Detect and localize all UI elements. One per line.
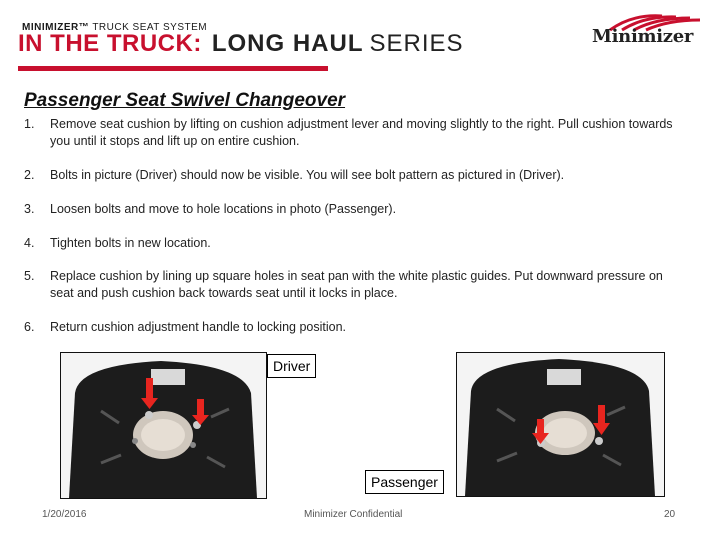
footer-confidential: Minimizer Confidential bbox=[304, 509, 403, 520]
page-number: 20 bbox=[664, 509, 676, 520]
logo-wordmark: Minimizer bbox=[592, 26, 694, 47]
slide-header bbox=[0, 0, 720, 80]
step-item: 1. Remove seat cushion by lifting on cushion adjustment lever and moving slightly to the right. Pull cushion towards you until it stops and lift up on entire cushion. bbox=[24, 117, 673, 148]
series-headline bbox=[18, 32, 464, 56]
step-item: 6. Return cushion adjustment handle to locking position. bbox=[24, 320, 347, 334]
header-accent-rule bbox=[18, 66, 328, 71]
instruction-steps bbox=[24, 116, 674, 339]
headline-in-the-truck: IN THE TRUCK: bbox=[18, 30, 202, 57]
passenger-label: Passenger bbox=[365, 470, 444, 494]
slide-title: Passenger Seat Swivel Changeover bbox=[24, 90, 346, 111]
step-item: 5. Replace cushion by lining up square holes in seat pan with the white plastic guides. Put downward pressure on seat and push cushion back towards seat until it locks in place. bbox=[24, 269, 663, 300]
step-item: 4. Tighten bolts in new location. bbox=[24, 236, 211, 250]
minimizer-logo bbox=[592, 12, 702, 52]
driver-label: Driver bbox=[267, 354, 316, 378]
headline-series: SERIES bbox=[369, 30, 464, 57]
seat-pan-image bbox=[61, 353, 266, 498]
headline-long-haul: LONG HAUL bbox=[211, 30, 364, 57]
driver-seat-photo bbox=[60, 352, 267, 499]
footer-date: 1/20/2016 bbox=[42, 509, 87, 520]
brand-tagline: MINIMIZER™ TRUCK SEAT SYSTEM bbox=[22, 22, 208, 33]
step-item: 3. Loosen bolts and move to hole locations in photo (Passenger). bbox=[24, 202, 397, 216]
step-item: 2. Bolts in picture (Driver) should now be visible. You will see bolt pattern as pictured in (Driver). bbox=[24, 168, 565, 182]
seat-pan-image bbox=[457, 353, 664, 496]
passenger-seat-photo bbox=[456, 352, 665, 497]
